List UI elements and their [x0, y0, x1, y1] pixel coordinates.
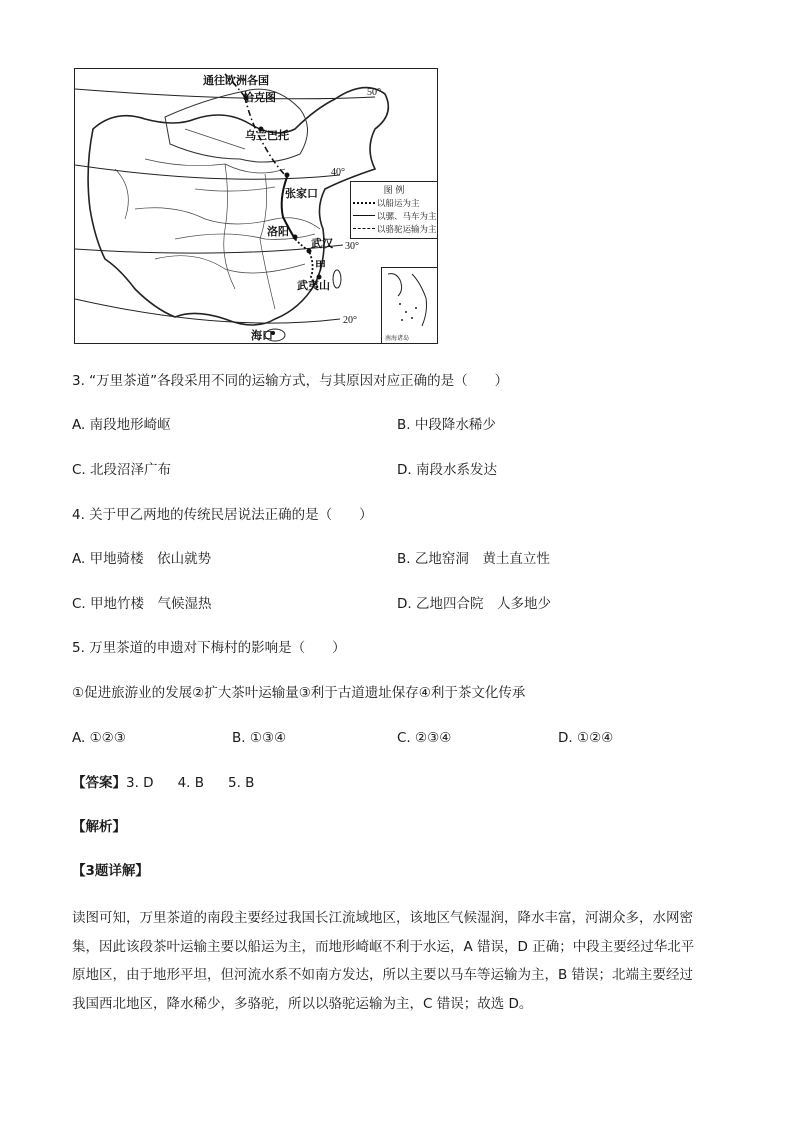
q5-option-b[interactable]: B. ①③④ [232, 730, 287, 746]
label-to-europe: 通往欧洲各国 [203, 74, 269, 87]
label-kyakhta: 恰克图 [243, 91, 276, 104]
explanation-line: 原地区，由于地形平坦，但河流水系不如南方发达，所以主要以马车等运输为主，B 错误；北端主要经过 [72, 967, 694, 983]
inset-caption: 南海诸岛 [385, 335, 410, 342]
legend-item-horse [351, 209, 437, 222]
explanation-paragraph [72, 904, 724, 1018]
label-haikou: 海口 [251, 329, 273, 342]
q3-option-b[interactable]: B. 中段降水稀少 [397, 417, 496, 433]
legend-label: 以骡、马车为主 [377, 211, 437, 222]
detail-tag: 【3题详解】 [72, 863, 149, 879]
label-luoyang: 洛阳 [267, 225, 289, 238]
latitude-20: 20° [343, 315, 357, 326]
explanation-line: 读图可知，万里茶道的南段主要经过我国长江流域地区，该地区气候湿润，降水丰富，河湖众多，水网密 [72, 910, 693, 926]
answer-tag: 【答案】 [72, 775, 126, 791]
south-china-sea-inset [381, 267, 438, 344]
map-legend [350, 181, 438, 239]
inset-drawing [382, 268, 437, 333]
q5-option-d[interactable]: D. ①②④ [558, 730, 614, 746]
boat-line-icon [353, 202, 375, 204]
q5-option-a[interactable]: A. ①②③ [72, 730, 126, 746]
q4-option-d[interactable]: D. 乙地四合院 人多地少 [397, 596, 551, 612]
question-5-stem: 5. 万里茶道的申遗对下梅村的影响是（ ） [72, 640, 346, 656]
latitude-50: 50° [367, 87, 381, 98]
label-jia: 甲 [315, 259, 326, 272]
label-zhangjiakou: 张家口 [285, 187, 318, 200]
question-3-stem: 3. “万里茶道”各段采用不同的运输方式，与其原因对应正确的是（ ） [72, 373, 509, 389]
label-ulaanbaatar: 乌兰巴托 [245, 129, 289, 142]
question-5-statements: ①促进旅游业的发展②扩大茶叶运输量③利于古道遗址保存④利于茶文化传承 [72, 685, 526, 701]
horse-line-icon [353, 215, 375, 216]
analysis-tag: 【解析】 [72, 819, 126, 835]
legend-item-camel [351, 222, 437, 235]
answer-3: 3. D [126, 775, 154, 791]
q4-option-c[interactable]: C. 甲地竹楼 气候湿热 [72, 596, 212, 612]
q3-option-c[interactable]: C. 北段沼泽广布 [72, 462, 172, 478]
route-map [74, 68, 438, 344]
q4-option-a[interactable]: A. 甲地骑楼 依山就势 [72, 551, 212, 567]
camel-line-icon [353, 228, 375, 229]
legend-item-boat [351, 196, 437, 209]
question-4-stem: 4. 关于甲乙两地的传统民居说法正确的是（ ） [72, 507, 373, 523]
explanation-line: 我国西北地区，降水稀少，多骆驼，所以以骆驼运输为主，C 错误；故选 D。 [72, 995, 533, 1012]
legend-label: 以骆驼运输为主 [377, 224, 437, 235]
label-wuyishan: 武夷山 [297, 279, 330, 292]
label-wuhan: 武汉 [311, 237, 333, 250]
answer-4: 4. B [177, 775, 205, 791]
latitude-40: 40° [331, 167, 345, 178]
q3-option-d[interactable]: D. 南段水系发达 [397, 462, 497, 478]
legend-title: 图 例 [383, 186, 405, 196]
answer-5: 5. B [228, 775, 255, 791]
legend-label: 以船运为主 [377, 198, 420, 209]
q4-option-b[interactable]: B. 乙地窑洞 黄土直立性 [397, 551, 550, 567]
explanation-line: 集，因此该段茶叶运输主要以船运为主，而地形崎岖不利于水运，A 错误，D 正确；中段主要经过华北平 [72, 938, 695, 955]
latitude-30: 30° [345, 241, 359, 252]
q5-option-c[interactable]: C. ②③④ [397, 730, 452, 746]
q3-option-a[interactable]: A. 南段地形崎岖 [72, 417, 171, 433]
answer-line [72, 773, 254, 793]
